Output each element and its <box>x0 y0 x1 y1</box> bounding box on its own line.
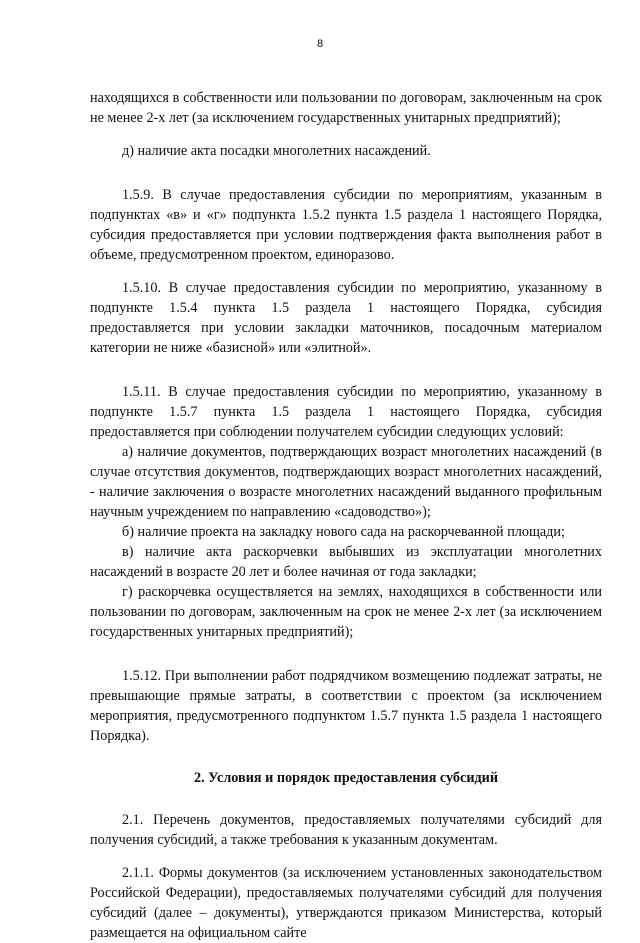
paragraph-1-5-9: 1.5.9. В случае предоставления субсидии по мероприятиям, указанным в подпунктах «в» и «г» подпункта 1.5.2 пункта 1.5 раздела 1 настоящего Порядка, субсидия предоставляется при условии подтверждения факта выполнения работ в объеме, предусмотренном проектом, единоразово. <box>90 187 602 263</box>
paragraph-2-1: 2.1. Перечень документов, предоставляемых получателями субсидий для получения субсидий, а также требования к указанным документам. <box>90 812 602 848</box>
paragraph-1-5-10: 1.5.10. В случае предоставления субсидии по мероприятию, указанному в подпункте 1.5.4 пункта 1.5 раздела 1 настоящего Порядка, субсидия предоставляется при условии закладки маточников, посадочным материалом категории не ниже «базисной» или «элитной». <box>90 280 602 356</box>
paragraph-2-1-1: 2.1.1. Формы документов (за исключением установленных законодательством Российской Федерации), предоставляемых получателями субсидий для получения субсидий (далее – документы), утверждаются приказом Министерства, который размещается на официальном сайте <box>90 865 602 941</box>
paragraph-1-5-12: 1.5.12. При выполнении работ подрядчиком возмещению подлежат затраты, не превышающие прямые затраты, в соответствии с проектом (за исключением мероприятия, предусмотренного подпунктом 1.5.7 пункта 1.5 раздела 1 настоящего Порядка). <box>90 668 602 744</box>
paragraph-item-b: б) наличие проекта на закладку нового сада на раскорчеванной площади; <box>122 524 565 540</box>
paragraph-1-5-11: 1.5.11. В случае предоставления субсидии по мероприятию, указанному в подпункте 1.5.7 пункта 1.5 раздела 1 настоящего Порядка, субсидия предоставляется при соблюдении получателем субсидии следующих условий: <box>90 384 602 440</box>
paragraph-item-v: в) наличие акта раскорчевки выбывших из эксплуатации многолетних насаждений в возрасте 20 лет и более начиная от года закладки; <box>90 544 602 580</box>
paragraph-item-g: г) раскорчевка осуществляется на землях, находящихся в собственности или пользовании по договорам, заключенным на срок не менее 2-х лет (за исключением государственных унитарных предприятий); <box>90 584 602 640</box>
document-body <box>90 88 602 943</box>
paragraph-continuation: находящихся в собственности или пользовании по договорам, заключенным на срок не менее 2-х лет (за исключением государственных унитарных предприятий); <box>90 90 602 126</box>
paragraph-item-a: а) наличие документов, подтверждающих возраст многолетних насаждений (в случае отсутствия документов, подтверждающих возраст многолетних насаждений, - наличие заключения о возрасте многолетних насаждений выданного профильным научным учреждением по направлению «садоводство»); <box>90 444 602 520</box>
page-number: 8 <box>316 38 324 50</box>
section-heading: 2. Условия и порядок предоставления субсидий <box>193 770 499 786</box>
paragraph-item-d: д) наличие акта посадки многолетних насаждений. <box>122 143 431 159</box>
